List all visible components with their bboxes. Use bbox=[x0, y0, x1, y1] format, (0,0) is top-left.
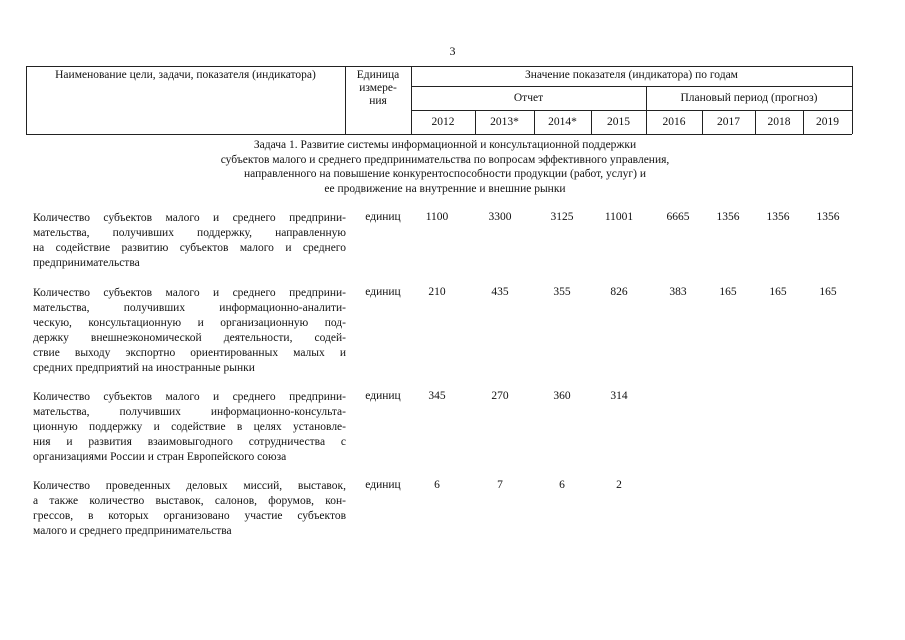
row-text-line: ческую, консультационную и организационную под- bbox=[33, 317, 346, 329]
header-year-2014: 2014* bbox=[548, 116, 577, 128]
row-indicator-name bbox=[33, 286, 346, 376]
header-report-group: Отчет bbox=[513, 92, 544, 104]
row-text-line: Количество субъектов малого и среднего предприни- bbox=[33, 212, 346, 224]
task-line: направленного на повышение конкурентоспособности продукции (работ, услуг) и bbox=[244, 168, 646, 181]
value-2013: 435 bbox=[491, 286, 509, 298]
header-year-2018: 2018 bbox=[767, 116, 791, 128]
row-unit: единиц bbox=[365, 390, 401, 402]
row-text-line: Количество субъектов малого и среднего предприни- bbox=[33, 391, 346, 403]
value-2015: 826 bbox=[610, 286, 628, 298]
value-2016: 383 bbox=[669, 286, 687, 298]
value-2017: 165 bbox=[719, 286, 737, 298]
page-number: 3 bbox=[449, 44, 456, 58]
header-plan-group: Плановый период (прогноз) bbox=[680, 92, 818, 104]
task-line: субъектов малого и среднего предпринимательства по вопросам эффективного управления, bbox=[220, 153, 670, 166]
row-text-line: на содействие развитию субъектов малого и среднего bbox=[33, 242, 346, 254]
header-year-2015: 2015 bbox=[607, 116, 630, 128]
row-text-line: Количество субъектов малого и среднего предприни- bbox=[33, 287, 346, 299]
row-unit: единиц bbox=[365, 286, 401, 298]
table-header bbox=[26, 66, 853, 135]
row-text-line: мательства, получивших информационно-консульта- bbox=[33, 406, 346, 418]
value-2012: 6 bbox=[434, 479, 440, 491]
header-unit-line3: ния bbox=[369, 95, 387, 107]
value-2019: 165 bbox=[819, 286, 837, 298]
row-indicator-name bbox=[33, 479, 346, 539]
row-indicator-name bbox=[33, 390, 346, 465]
row-text-line: ствие выходу экспортно ориентированных малых и bbox=[33, 347, 346, 359]
header-year-2013: 2013* bbox=[490, 116, 519, 128]
row-unit: единиц bbox=[365, 211, 401, 223]
row-text-line: ния и развития взаимовыгодного сотрудничества с bbox=[33, 436, 346, 448]
header-values-column: Значение показателя (индикатора) по годам bbox=[525, 69, 738, 81]
task-line: Задача 1. Развитие системы информационной и консультационной поддержки bbox=[253, 139, 637, 151]
header-year-2019: 2019 bbox=[816, 116, 839, 128]
row-text-line: мательства, получивших информационно-аналити- bbox=[33, 302, 346, 314]
header-unit-line2: измере- bbox=[359, 82, 397, 94]
value-2015: 314 bbox=[610, 390, 628, 402]
row-text-line: Количество проведенных деловых миссий, выставок, bbox=[33, 480, 346, 492]
row-text-line: а также количество выставок, салонов, форумов, кон- bbox=[33, 495, 346, 507]
row-text-line: ционную поддержку и содействие в целях установле- bbox=[33, 421, 346, 433]
row-text-line: предпринимательства bbox=[33, 257, 140, 269]
task-heading bbox=[150, 138, 740, 196]
value-2012: 1100 bbox=[425, 211, 449, 223]
value-2013: 270 bbox=[491, 390, 509, 402]
row-text-line: средних предприятий на иностранные рынки bbox=[33, 362, 255, 374]
row-text-line: организациями России и стран Европейского союза bbox=[33, 451, 287, 463]
value-2016: 6665 bbox=[666, 211, 690, 223]
value-2014: 360 bbox=[553, 390, 571, 402]
row-text-line: мательства, получивших поддержку, направленную bbox=[33, 227, 346, 239]
value-2014: 6 bbox=[559, 479, 565, 491]
task-line: ее продвижение на внутренние и внешние рынки bbox=[324, 182, 566, 195]
value-2012: 210 bbox=[428, 286, 446, 298]
header-name-column: Наименование цели, задачи, показателя (индикатора) bbox=[55, 69, 316, 81]
value-2013: 7 bbox=[497, 479, 503, 491]
row-indicator-name bbox=[33, 211, 346, 271]
value-2018: 1356 bbox=[766, 211, 790, 223]
value-2019: 1356 bbox=[816, 211, 840, 223]
row-unit: единиц bbox=[365, 479, 401, 491]
value-2015: 11001 bbox=[604, 211, 634, 223]
value-2014: 3125 bbox=[550, 211, 574, 223]
value-2017: 1356 bbox=[716, 211, 740, 223]
header-year-2016: 2016 bbox=[662, 116, 686, 128]
value-2013: 3300 bbox=[488, 211, 512, 223]
value-2014: 355 bbox=[553, 286, 571, 298]
value-2018: 165 bbox=[769, 286, 787, 298]
header-year-2017: 2017 bbox=[717, 116, 740, 128]
row-text-line: малого и среднего предпринимательства bbox=[33, 525, 232, 537]
value-2015: 2 bbox=[616, 479, 622, 491]
value-2012: 345 bbox=[428, 390, 446, 402]
header-year-2012: 2012 bbox=[431, 116, 455, 128]
header-unit-line1: Единица bbox=[356, 69, 400, 81]
row-text-line: держку внешнеэкономической деятельности, содей- bbox=[33, 332, 346, 344]
row-text-line: грессов, в которых организовано участие субъектов bbox=[33, 510, 346, 522]
